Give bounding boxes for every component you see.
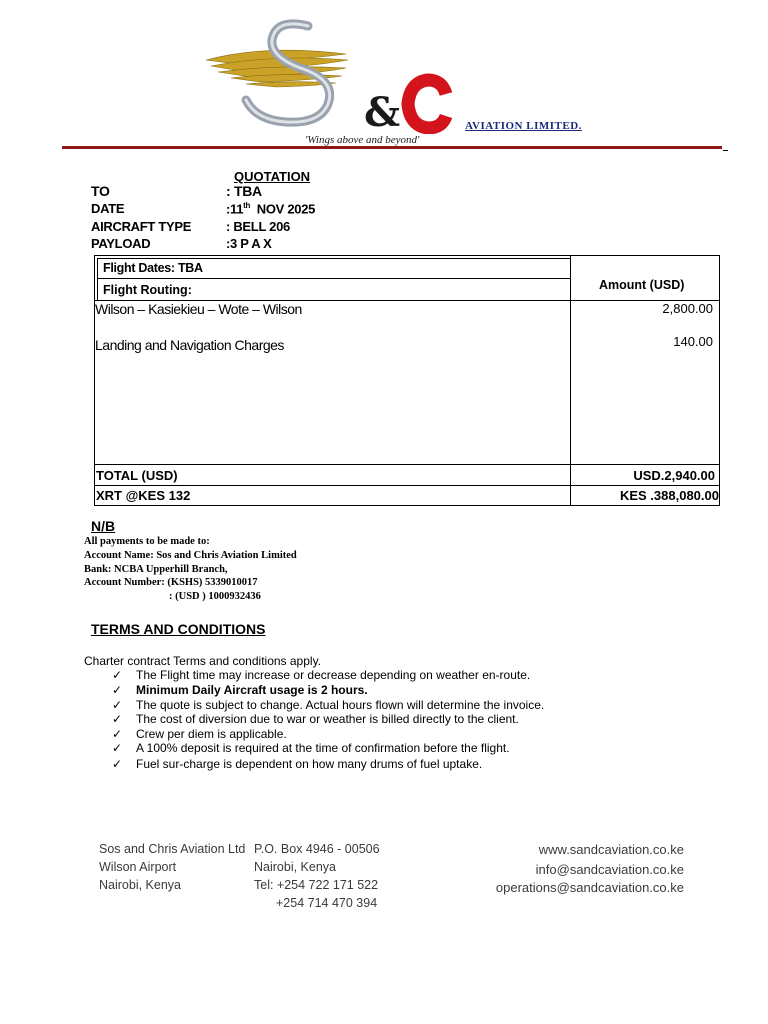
aircraft-type-label: AIRCRAFT TYPE	[91, 219, 192, 234]
table-line	[97, 258, 98, 300]
date-label: DATE	[91, 201, 125, 216]
account-number-kshs: Account Number: (KSHS) 5339010017	[84, 577, 258, 588]
check-icon: ✓	[112, 698, 123, 712]
check-icon: ✓	[112, 668, 123, 682]
header-divider	[62, 146, 722, 149]
table-line	[94, 464, 720, 465]
payload-label: PAYLOAD	[91, 236, 151, 251]
flight-dates: Flight Dates: TBA	[103, 261, 203, 275]
line-item-amount: 2,800.00	[662, 301, 713, 316]
account-number-usd: : (USD ) 1000932436	[169, 591, 261, 602]
xrt-label: XRT @KES 132	[96, 488, 191, 503]
terms-title: TERMS AND CONDITIONS	[91, 621, 266, 637]
term-item: ✓ The quote is subject to change. Actual hours flown will determine the invoice.	[112, 698, 545, 712]
footer-phone-alt: +254 714 470 394	[276, 896, 378, 910]
term-item: ✓ Crew per diem is applicable.	[112, 727, 287, 741]
payment-note: All payments to be made to:	[84, 536, 210, 547]
footer-operations-email-link[interactable]: operations@sandcaviation.co.ke	[495, 880, 684, 895]
monogram-c	[408, 80, 446, 128]
to-label: TO	[91, 183, 110, 199]
check-icon: ✓	[112, 741, 123, 755]
term-item: ✓ Minimum Daily Aircraft usage is 2 hours.	[112, 683, 368, 697]
footer-info-email-link[interactable]: info@sandcaviation.co.ke	[535, 862, 684, 877]
footer-company: Sos and Chris Aviation Ltd	[99, 842, 246, 856]
line-item-description: Landing and Navigation Charges	[95, 337, 284, 353]
monogram-ampersand: &	[364, 89, 401, 134]
header-divider-tail	[723, 150, 728, 151]
amount-header: Amount (USD)	[599, 278, 685, 292]
flight-routing-label: Flight Routing:	[103, 283, 192, 297]
company-logo	[196, 14, 466, 134]
aircraft-type-value: : BELL 206	[226, 219, 290, 234]
total-label: TOTAL (USD)	[96, 468, 178, 483]
check-icon: ✓	[112, 727, 123, 741]
total-value: USD.2,940.00	[633, 468, 715, 483]
line-item-amount: 140.00	[673, 334, 713, 349]
account-name: Account Name: Sos and Chris Aviation Limited	[84, 550, 297, 561]
terms-intro: Charter contract Terms and conditions apply.	[84, 654, 322, 668]
table-line	[97, 278, 570, 279]
check-icon: ✓	[112, 683, 123, 697]
term-item: ✓ A 100% deposit is required at the time of confirmation before the flight.	[112, 741, 510, 755]
quotation-title: QUOTATION	[234, 169, 311, 184]
payload-value: :3 P A X	[226, 236, 272, 251]
term-item: ✓ Fuel sur-charge is dependent on how many drums of fuel uptake.	[112, 757, 483, 771]
company-tagline: 'Wings above and beyond'	[305, 134, 420, 146]
footer-website-link[interactable]: www.sandcaviation.co.ke	[538, 842, 684, 857]
date-value: :11th NOV 2025	[226, 201, 316, 217]
xrt-value: KES .388,080.00	[619, 488, 719, 503]
nb-title: N/B	[91, 518, 116, 534]
check-icon: ✓	[112, 757, 123, 771]
company-name: AVIATION LIMITED.	[465, 120, 582, 132]
table-line	[97, 258, 570, 259]
table-line	[94, 485, 720, 486]
footer-city: Nairobi, Kenya	[254, 860, 336, 874]
footer-phone: Tel: +254 722 171 522	[254, 878, 379, 892]
footer-po-box: P.O. Box 4946 - 00506	[254, 842, 380, 856]
footer-city: Nairobi, Kenya	[99, 878, 181, 892]
table-line	[570, 256, 571, 506]
term-item: ✓ The Flight time may increase or decrease depending on weather en-route.	[112, 668, 531, 682]
bank-name: Bank: NCBA Upperhill Branch,	[84, 564, 228, 575]
term-item: ✓ The cost of diversion due to war or weather is billed directly to the client.	[112, 712, 519, 726]
to-value: : TBA	[226, 183, 262, 199]
line-item-description: Wilson – Kasiekieu – Wote – Wilson	[95, 301, 302, 317]
footer-airport: Wilson Airport	[99, 860, 177, 874]
check-icon: ✓	[112, 712, 123, 726]
